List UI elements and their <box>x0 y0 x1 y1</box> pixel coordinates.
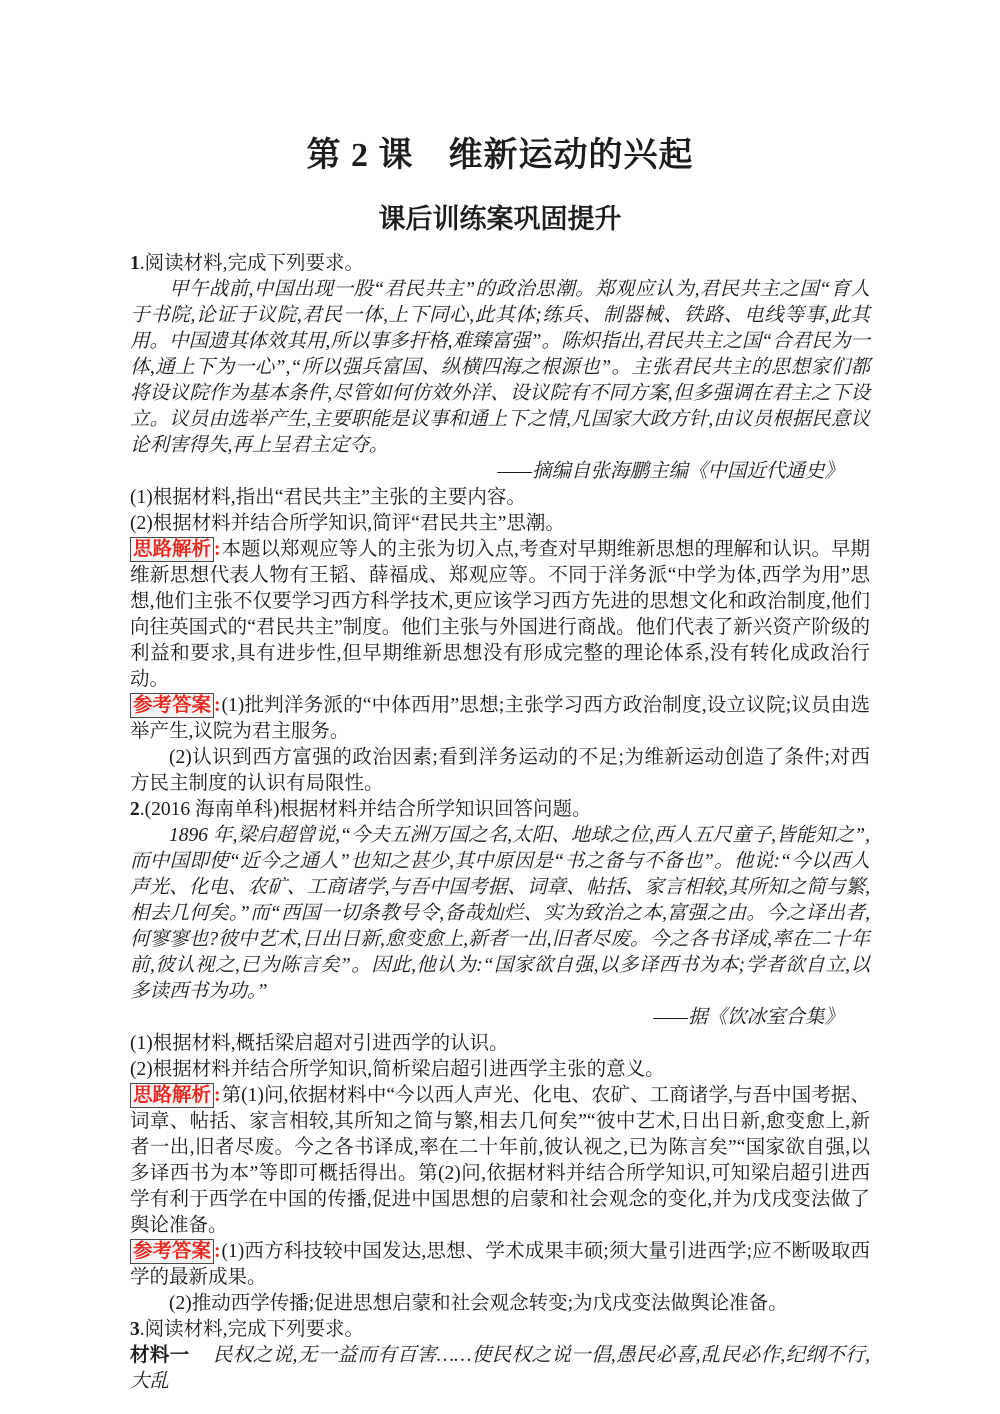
analysis-label-colon: : <box>214 1085 221 1107</box>
question-2-answer <box>130 1239 870 1291</box>
analysis-label: 思路解析 <box>130 537 214 562</box>
answer-label-colon: : <box>214 695 221 717</box>
question-1-source-attribution: ——摘编自张海鹏主编《中国近代通史》 <box>497 461 844 483</box>
answer-label: 参考答案 <box>130 693 214 718</box>
question-1-heading <box>130 251 870 277</box>
question-1-material: 甲午战前,中国出现一股“君民共主”的政治思潮。郑观应认为,君民共主之国“育人于书院,论证于议院,君民一体,上下同心,此其体;练兵、制器械、铁路、电线等事,此其用。中国遗其体效其用,所以事多扞格,难臻富强”。陈炽指出,君民共主之国“合君民为一体,通上下为一心”,“所以强兵富国、纵横四海之根源也”。主张君民共主的思想家们都将设议院作为基本条件,尽管如何仿效外洋、设议院有不同方案,但多强调在君主之下设立。议员由选举产生,主要职能是议事和通上下之情,凡国家大政方针,由议员根据民意议论利害得失,再上呈君主定夺。 <box>130 279 870 457</box>
question-1-answer-text-2: (2)认识到西方富强的政治因素;看到洋务运动的不足;为维新运动创造了条件;对西方民主制度的认识有局限性。 <box>130 747 870 795</box>
question-2-number: 2 <box>130 799 140 821</box>
question-1-answer <box>130 693 870 745</box>
question-3-material <box>130 1343 870 1395</box>
question-3-material-text: 民权之说,无一益而有百害……使民权之说一倡,愚民必喜,乱民必作,纪纲不行,大乱 <box>130 1345 870 1393</box>
question-1-sub-question-1: (1)根据材料,指出“君民共主”主张的主要内容。 <box>130 487 526 509</box>
question-2-sub-question-1: (1)根据材料,概括梁启超对引进西学的认识。 <box>130 1033 509 1055</box>
material-one-label: 材料一 <box>130 1345 190 1367</box>
question-1-number: 1 <box>130 253 140 275</box>
page-subtitle: 课后训练案巩固提升 <box>378 204 622 235</box>
question-1 <box>130 251 870 797</box>
question-1-analysis-text: 本题以郑观应等人的主张为切入点,考查对早期维新思想的理解和认识。早期维新思想代表人物有王韬、薛福成、郑观应等。不同于洋务派“中学为体,西学为用”思想,他们主张不仅要学习西方科学技术,更应该学习西方先进的思想文化和政治制度,他们向往英国式的“君民共主”制度。他们主张与外国进行商战。他们代表了新兴资产阶级的利益和要求,具有进步性,但早期维新思想没有形成完整的理论体系,没有转化成政治行动。 <box>130 539 870 691</box>
question-2-heading-text: .(2016 海南单科)根据材料并结合所学知识回答问题。 <box>139 799 592 821</box>
question-1-sub-question-2: (2)根据材料并结合所学知识,简评“君民共主”思潮。 <box>130 513 565 535</box>
question-3-heading <box>130 1317 870 1343</box>
question-2-answer-text-1: (1)西方科技较中国发达,思想、学术成果丰硕;须大量引进西学;应不断吸取西学的最新成果。 <box>130 1241 870 1289</box>
question-1-heading-text: .阅读材料,完成下列要求。 <box>139 253 365 275</box>
analysis-label: 思路解析 <box>130 1083 214 1108</box>
answer-label-colon: : <box>214 1241 221 1263</box>
page-title: 第 2 课 维新运动的兴起 <box>306 137 694 174</box>
question-2-sub-question-2: (2)根据材料并结合所学知识,简析梁启超引进西学主张的意义。 <box>130 1059 665 1081</box>
question-2-heading <box>130 797 870 823</box>
question-2-analysis <box>130 1083 870 1239</box>
question-1-analysis <box>130 537 870 693</box>
question-3-heading-text: .阅读材料,完成下列要求。 <box>139 1319 365 1341</box>
analysis-label-colon: : <box>214 539 221 561</box>
question-1-answer-text-1: (1)批判洋务派的“中体西用”思想;主张学习西方政治制度,设立议院;议员由选举产生,议院为君主服务。 <box>130 695 870 743</box>
question-2-analysis-text: 第(1)问,依据材料中“今以西人声光、化电、农矿、工商诸学,与吾中国考据、词章、帖括、家言相较,其所知之简与繁,相去几何矣”“彼中艺术,日出日新,愈变愈上,新者一出,旧者尽废。今之各书译成,率在二十年前,彼认视之,已为陈言矣”“国家欲自强,以多译西书为本”等即可概括得出。第(2)问,依据材料并结合所学知识,可知梁启超引进西学有利于西学在中国的传播,促进中国思想的启蒙和社会观念的变化,并为戊戌变法做了舆论准备。 <box>130 1085 870 1237</box>
question-3 <box>130 1317 870 1395</box>
question-2 <box>130 797 870 1317</box>
answer-label: 参考答案 <box>130 1239 214 1264</box>
question-2-material: 1896 年,梁启超曾说,“今夫五洲万国之名,太阳、地球之位,西人五尺童子,皆能知之”,而中国即使“近今之通人”也知之甚少,其中原因是“书之备与不备也”。他说:“今以西人声光、化电、农矿、工商诸学,与吾中国考据、词章、帖括、家言相较,其所知之简与繁,相去几何矣。”而“西国一切条教号令,备哉灿烂、实为致治之本,富强之由。今之译出者,何寥寥也?彼中艺术,日出日新,愈变愈上,新者一出,旧者尽废。今之各书译成,率在二十年前,彼认视之,已为陈言矣”。因此,他认为:“国家欲自强,以多译西书为本;学者欲自立,以多读西书为功。” <box>130 825 870 1003</box>
question-2-source-attribution: ——据《饮冰室合集》 <box>653 1007 844 1029</box>
question-2-answer-text-2: (2)推动西学传播;促进思想启蒙和社会观念转变;为戊戌变法做舆论准备。 <box>169 1293 788 1315</box>
question-3-number: 3 <box>130 1319 140 1341</box>
